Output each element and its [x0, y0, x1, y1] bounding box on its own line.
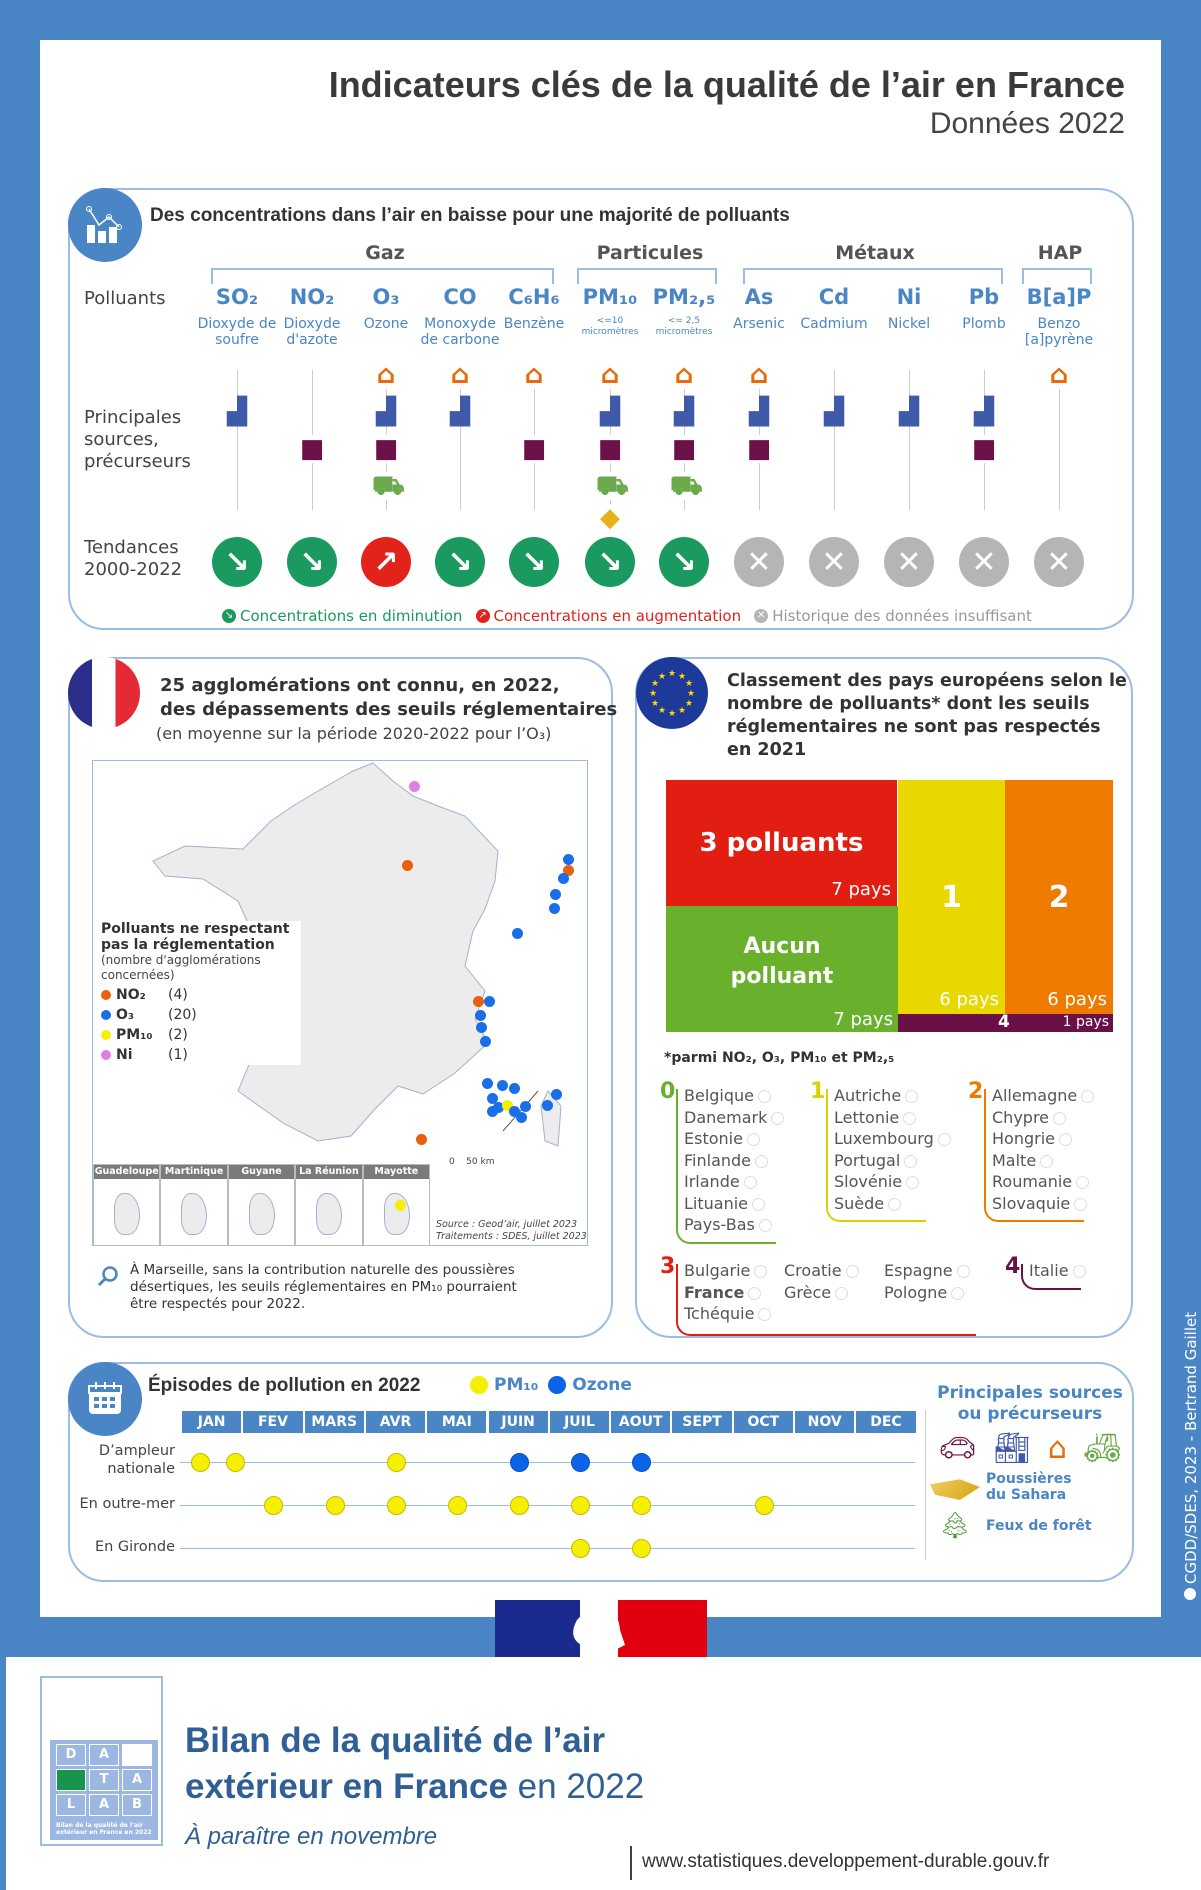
month-oct: OCT — [734, 1411, 793, 1433]
episode-row-line — [180, 1548, 915, 1549]
agglomeration-dot — [475, 1010, 486, 1021]
report-cover: D A T A L A B Bilan de la qualité de l'air extérieur en France en 2022 — [40, 1676, 163, 1846]
bracket-hap — [1022, 268, 1092, 284]
country-group-0: 0 Belgique Danemark Estonie Finlande Irlande Lituanie Pays-Bas — [660, 1085, 810, 1225]
svg-text:★: ★ — [650, 679, 660, 689]
map-source: Source : Geod’air, juillet 2023 Traitements : SDES, juillet 2023 — [436, 1219, 587, 1242]
month-jan: JAN — [182, 1411, 241, 1433]
country-item: Luxembourg — [834, 1128, 951, 1150]
cover-cell: D — [56, 1744, 86, 1766]
pm10-episode-dot — [510, 1496, 529, 1515]
industry-icon: ▟ — [895, 398, 923, 426]
down-arrow-icon: ↘ — [287, 537, 337, 587]
country-item: Danemark — [684, 1107, 784, 1129]
agglomeration-dot — [542, 1100, 553, 1111]
month-avr: AVR — [366, 1411, 425, 1433]
legend-dot-icon — [101, 1010, 111, 1020]
group-metaux: Métaux — [835, 242, 915, 264]
sources-divider — [925, 1410, 926, 1560]
country-item: Belgique — [684, 1085, 784, 1107]
france-map — [92, 760, 588, 1246]
svg-text:★: ★ — [686, 689, 696, 699]
transport-icon: ■ — [597, 434, 623, 464]
legend-dot-icon — [101, 1030, 111, 1040]
country-item: Suède — [834, 1193, 951, 1215]
chart-trend-icon — [68, 188, 142, 262]
overseas-inset: Guadeloupe — [93, 1164, 160, 1246]
industry-icon: ▟ — [596, 398, 624, 426]
svg-text:★: ★ — [650, 699, 660, 709]
agglomeration-dot — [402, 860, 413, 871]
agriculture-icon: ⛟ — [596, 471, 629, 501]
agglomeration-dot — [558, 873, 569, 884]
pollutant-name: Nickel — [887, 316, 931, 332]
source-line — [834, 370, 835, 510]
down-arrow-icon: ↘ — [585, 537, 635, 587]
transport-icon: ■ — [671, 434, 697, 464]
residential-icon: ⌂ — [745, 361, 773, 389]
country-item: Croatie — [784, 1260, 859, 1282]
pm10-episode-dot — [387, 1496, 406, 1515]
source-line — [909, 370, 910, 510]
section2-subheading: (en moyenne sur la période 2020-2022 pour l’O₃) — [156, 724, 552, 743]
country-item: Bulgarie — [684, 1260, 771, 1282]
marseille-note: À Marseille, sans la contribution naturelle des poussières désertiques, les seuils réglementaires en PM₁₀ pourraient être respectés pour 2022. — [130, 1262, 517, 1312]
agglomeration-dot — [395, 1200, 406, 1211]
overseas-inset: Mayotte — [363, 1164, 430, 1246]
pollutant-3: CO — [443, 285, 477, 309]
country-item: France — [684, 1282, 771, 1304]
overseas-inset: La Réunion — [295, 1164, 362, 1246]
country-item: Pologne — [884, 1282, 970, 1304]
pm10-episode-dot — [755, 1496, 774, 1515]
country-flag-icon — [938, 1133, 951, 1146]
pollutant-0: SO₂ — [215, 285, 259, 309]
up-arrow-icon: ↗ — [476, 609, 490, 623]
pollutant-name: Arsenic — [733, 316, 785, 332]
page-title: Indicateurs clés de la qualité de l’air en France — [328, 64, 1125, 105]
country-item: Tchéquie — [684, 1303, 771, 1325]
episode-row-label: En outre-mer — [79, 1496, 175, 1512]
agriculture-icon: ⛟ — [372, 471, 405, 501]
pollutant-name: Dioxyde de soufre — [197, 316, 277, 348]
svg-text:★: ★ — [684, 699, 694, 709]
footer-title: Bilan de la qualité de l’air extérieur en France en 2022 — [185, 1721, 645, 1806]
month-juin: JUIN — [489, 1411, 548, 1433]
cover-cell — [122, 1744, 152, 1766]
magnifier-icon — [97, 1265, 119, 1287]
cross-icon: ✕ — [959, 537, 1009, 587]
trend-legend: ↘ Concentrations en diminution ↗ Concentrations en augmentation ✕ Historique des données insuffisant — [222, 603, 1040, 625]
pollutant-1: NO₂ — [289, 285, 335, 309]
down-arrow-icon: ↘ — [435, 537, 485, 587]
treemap-footnote: *parmi NO₂, O₃, PM₁₀ et PM₂,₅ — [664, 1050, 895, 1066]
cross-icon: ✕ — [754, 609, 768, 623]
episode-row-line — [180, 1505, 915, 1506]
group-particules: Particules — [596, 242, 704, 264]
house-icon: ⌂ — [1047, 1431, 1067, 1466]
map-legend-item: PM₁₀ (2) — [101, 1025, 301, 1045]
country-item: Roumanie — [992, 1171, 1094, 1193]
pollutant-name: Cadmium — [800, 316, 868, 332]
pollutant-5: PM₁₀ — [582, 285, 638, 309]
source-line — [460, 370, 461, 510]
episodes-legend: PM₁₀ Ozone — [470, 1375, 632, 1395]
treemap-4-polluants: 4 1 pays — [898, 1014, 1113, 1032]
country-group-2: 2 Allemagne Chypre Hongrie Malte Roumanie Slovaquie — [968, 1085, 1118, 1225]
pm10-episode-dot — [571, 1539, 590, 1558]
episode-row-label: En Gironde — [94, 1539, 175, 1555]
map-legend: Polluants ne respectant pas la réglementation (nombre d'agglomérations concernées) NO₂ (4) O₃ (20) PM₁₀ (2) Ni (1) — [101, 921, 301, 1065]
residential-icon: ⌂ — [1045, 361, 1073, 389]
pm10-episode-dot — [387, 1453, 406, 1472]
residential-icon: ⌂ — [520, 361, 548, 389]
row-label-tendances: Tendances 2000-2022 — [84, 537, 183, 580]
country-group-1: 1 Autriche Lettonie Luxembourg Portugal Slovénie Suède — [810, 1085, 960, 1225]
legend-dot-icon — [101, 990, 111, 1000]
month-mai: MAI — [427, 1411, 486, 1433]
episode-row-line — [180, 1462, 915, 1463]
month-mars: MARS — [305, 1411, 364, 1433]
map-scale: 0 50 km — [449, 1157, 495, 1167]
country-item: Italie — [1029, 1260, 1086, 1282]
overseas-inset: Guyane — [228, 1164, 295, 1246]
svg-text:★: ★ — [677, 706, 687, 716]
country-item: Slovaquie — [992, 1193, 1094, 1215]
country-item: Malte — [992, 1150, 1094, 1172]
treemap-aucun-polluant: Aucun polluant 7 pays — [666, 906, 898, 1032]
pollutant-name: Monoxyde de carbone — [420, 316, 500, 348]
residential-icon: ⌂ — [372, 361, 400, 389]
pm10-episode-dot — [191, 1453, 210, 1472]
pollutant-name: Benzène — [503, 316, 565, 332]
pollutant-8: Cd — [818, 285, 850, 309]
agglomeration-dot — [563, 854, 574, 865]
cover-cell — [56, 1769, 86, 1791]
agglomeration-dot — [509, 1083, 520, 1094]
month-juil: JUIL — [550, 1411, 609, 1433]
cross-icon: ✕ — [884, 537, 934, 587]
agglomeration-dot — [416, 1134, 427, 1145]
cover-cell: B — [122, 1794, 152, 1816]
country-item: Espagne — [884, 1260, 970, 1282]
country-item: Slovénie — [834, 1171, 951, 1193]
pm10-episode-dot — [326, 1496, 345, 1515]
svg-text:★: ★ — [657, 672, 667, 682]
datalab-grid — [50, 1740, 158, 1820]
french-flag-icon — [68, 657, 140, 729]
residential-icon: ⌂ — [596, 361, 624, 389]
industry-icon: ▟ — [223, 398, 251, 426]
pollutant-10: Pb — [968, 285, 1000, 309]
down-arrow-icon: ↘ — [659, 537, 709, 587]
pollutant-9: Ni — [896, 285, 922, 309]
credit: CGDD/SDES, 2023 - Bertrand Gaillet — [1182, 1220, 1200, 1600]
agglomeration-dot — [512, 928, 523, 939]
overseas-insets — [93, 1164, 430, 1246]
country-item: Estonie — [684, 1128, 784, 1150]
svg-text:★: ★ — [667, 669, 677, 679]
country-item: Autriche — [834, 1085, 951, 1107]
industry-icon: ▟ — [670, 398, 698, 426]
agglomeration-dot — [482, 1078, 493, 1089]
treemap-2-polluants: 2 6 pays — [1005, 780, 1113, 1014]
agglomeration-dot — [520, 1101, 531, 1112]
pollutant-4: C₆H₆ — [508, 285, 560, 309]
pm10-dot-icon — [470, 1376, 488, 1394]
agglomeration-dot — [516, 1112, 527, 1123]
agglomeration-dot — [409, 781, 420, 792]
cover-cell: A — [89, 1794, 119, 1816]
country-item: Portugal — [834, 1150, 951, 1172]
car-icon: 🚗︎ — [938, 1431, 977, 1466]
cover-cell: A — [89, 1744, 119, 1766]
country-item: Irlande — [684, 1171, 784, 1193]
agglomeration-dot — [484, 996, 495, 1007]
ozone-episode-dot — [571, 1453, 590, 1472]
sahara-dust-icon — [930, 1474, 980, 1500]
ozone-dot-icon — [548, 1376, 566, 1394]
agglomeration-dot — [549, 903, 560, 914]
country-group-4: 4 Italie — [1005, 1260, 1155, 1400]
agglomeration-dot — [480, 1036, 491, 1047]
factory-icon: 🏭︎ — [993, 1431, 1032, 1466]
row-label-sources: Principales sources, précurseurs — [84, 407, 191, 472]
section3-heading: Classement des pays européens selon le nombre de polluants* dont les seuils réglementaires ne sont pas respectés en 2021 — [727, 671, 1127, 760]
agriculture-icon: ⛟ — [670, 471, 703, 501]
industry-icon: ▟ — [820, 398, 848, 426]
treemap-1-polluant: 1 6 pays — [898, 780, 1005, 1014]
month-fev: FEV — [243, 1411, 302, 1433]
map-legend-item: Ni (1) — [101, 1045, 301, 1065]
sources-legend — [930, 1383, 1130, 1541]
month-nov: NOV — [795, 1411, 854, 1433]
industry-icon: ▟ — [446, 398, 474, 426]
country-item: Finlande — [684, 1150, 784, 1172]
transport-icon: ■ — [746, 434, 772, 464]
month-aout: AOUT — [611, 1411, 670, 1433]
sahara-label: Poussières du Sahara — [986, 1471, 1072, 1503]
svg-text:★: ★ — [648, 689, 658, 699]
map-legend-item: O₃ (20) — [101, 1005, 301, 1025]
country-item: Allemagne — [992, 1085, 1094, 1107]
source-line — [1059, 370, 1060, 510]
overseas-inset: Martinique — [160, 1164, 227, 1246]
country-group-3: 3 Bulgarie France Tchéquie Croatie Grèce Espagne Pologne — [660, 1260, 990, 1400]
footer-subtitle: À paraître en novembre — [185, 1823, 438, 1850]
cross-icon: ✕ — [734, 537, 784, 587]
cover-cell: L — [56, 1794, 86, 1816]
pollutant-2: O₃ — [372, 285, 400, 309]
agglomeration-dot — [551, 1089, 562, 1100]
month-sept: SEPT — [672, 1411, 731, 1433]
ozone-episode-dot — [510, 1453, 529, 1472]
page-subtitle: Données 2022 — [929, 107, 1125, 140]
forest-fire-icon: 🌲︎ — [938, 1511, 972, 1541]
pollutant-11: B[a]P — [1026, 285, 1092, 309]
svg-text:★: ★ — [667, 709, 677, 719]
country-item: Grèce — [784, 1282, 859, 1304]
group-hap: HAP — [1037, 242, 1083, 264]
bracket-particules — [577, 268, 717, 284]
country-item: Hongrie — [992, 1128, 1094, 1150]
svg-text:★: ★ — [684, 679, 694, 689]
section1-heading: Des concentrations dans l’air en baisse pour une majorité de polluants — [150, 205, 790, 226]
agglomeration-dot — [473, 996, 484, 1007]
pollutant-name: <= 2,5 micromètres — [655, 316, 713, 337]
svg-text:★: ★ — [657, 706, 667, 716]
cross-icon: ✕ — [1034, 537, 1084, 587]
agglomeration-dot — [550, 889, 561, 900]
down-arrow-icon: ↘ — [222, 609, 236, 623]
section2-heading-1: 25 agglomérations ont connu, en 2022, — [160, 675, 560, 696]
country-item: Pays-Bas — [684, 1214, 784, 1236]
pollutant-7: As — [744, 285, 774, 309]
down-arrow-icon: ↘ — [212, 537, 262, 587]
pollutant-name: Plomb — [962, 316, 1006, 332]
cover-cell: T — [89, 1769, 119, 1791]
sources-title: Principales sources ou précurseurs — [937, 1383, 1123, 1424]
pollutant-6: PM₂,₅ — [652, 285, 716, 309]
pollutant-name: Benzo [a]pyrène — [1024, 316, 1094, 348]
row-label-polluants: Polluants — [84, 288, 166, 309]
residential-icon: ⌂ — [670, 361, 698, 389]
footer-url-divider — [630, 1846, 632, 1880]
residential-icon: ⌂ — [446, 361, 474, 389]
bracket-gaz — [211, 268, 554, 284]
section4-heading: Épisodes de pollution en 2022 — [148, 1375, 421, 1396]
tractor-icon: 🚜︎ — [1083, 1431, 1122, 1466]
pm10-episode-dot — [226, 1453, 245, 1472]
month-dec: DEC — [856, 1411, 915, 1433]
industry-icon: ▟ — [372, 398, 400, 426]
calendar-icon — [68, 1362, 142, 1436]
agglomeration-dot — [487, 1106, 498, 1117]
transport-icon: ■ — [299, 434, 325, 464]
episode-row-label: D’ampleur nationale — [98, 1443, 175, 1477]
legend-dot-icon — [101, 1050, 111, 1060]
transport-icon: ■ — [373, 434, 399, 464]
down-arrow-icon: ↘ — [509, 537, 559, 587]
cross-icon: ✕ — [809, 537, 859, 587]
country-item: Lettonie — [834, 1107, 951, 1129]
footer-url-link[interactable]: www.statistiques.developpement-durable.gouv.fr — [642, 1851, 1050, 1872]
section2-heading-2: des dépassements des seuils réglementaires — [160, 699, 618, 720]
group-gaz: Gaz — [365, 242, 405, 264]
treemap-3-polluants: 3 polluants 7 pays — [666, 780, 897, 906]
transport-icon: ■ — [971, 434, 997, 464]
industry-icon: ▟ — [970, 398, 998, 426]
up-arrow-icon: ↗ — [361, 537, 411, 587]
pollutant-name: Dioxyde d'azote — [283, 316, 341, 348]
agglomeration-dot — [497, 1080, 508, 1091]
source-line — [237, 370, 238, 510]
cover-cell: A — [122, 1769, 152, 1791]
sahara-dust-icon: ◆ — [596, 504, 624, 532]
industry-icon: ▟ — [745, 398, 773, 426]
eu-flag-icon — [636, 657, 708, 729]
bracket-metaux — [743, 268, 1003, 284]
pm10-episode-dot — [571, 1496, 590, 1515]
svg-text:★: ★ — [677, 672, 687, 682]
pollutant-name: Ozone — [363, 316, 409, 332]
country-item: Lituanie — [684, 1193, 784, 1215]
credit-dot-icon — [1184, 1588, 1196, 1600]
country-item: Chypre — [992, 1107, 1094, 1129]
pollutant-name: <=10 micromètres — [581, 316, 639, 337]
agglomeration-dot — [476, 1022, 487, 1033]
fires-label: Feux de forêt — [986, 1518, 1092, 1534]
map-legend-item: NO₂ (4) — [101, 985, 301, 1005]
transport-icon: ■ — [521, 434, 547, 464]
